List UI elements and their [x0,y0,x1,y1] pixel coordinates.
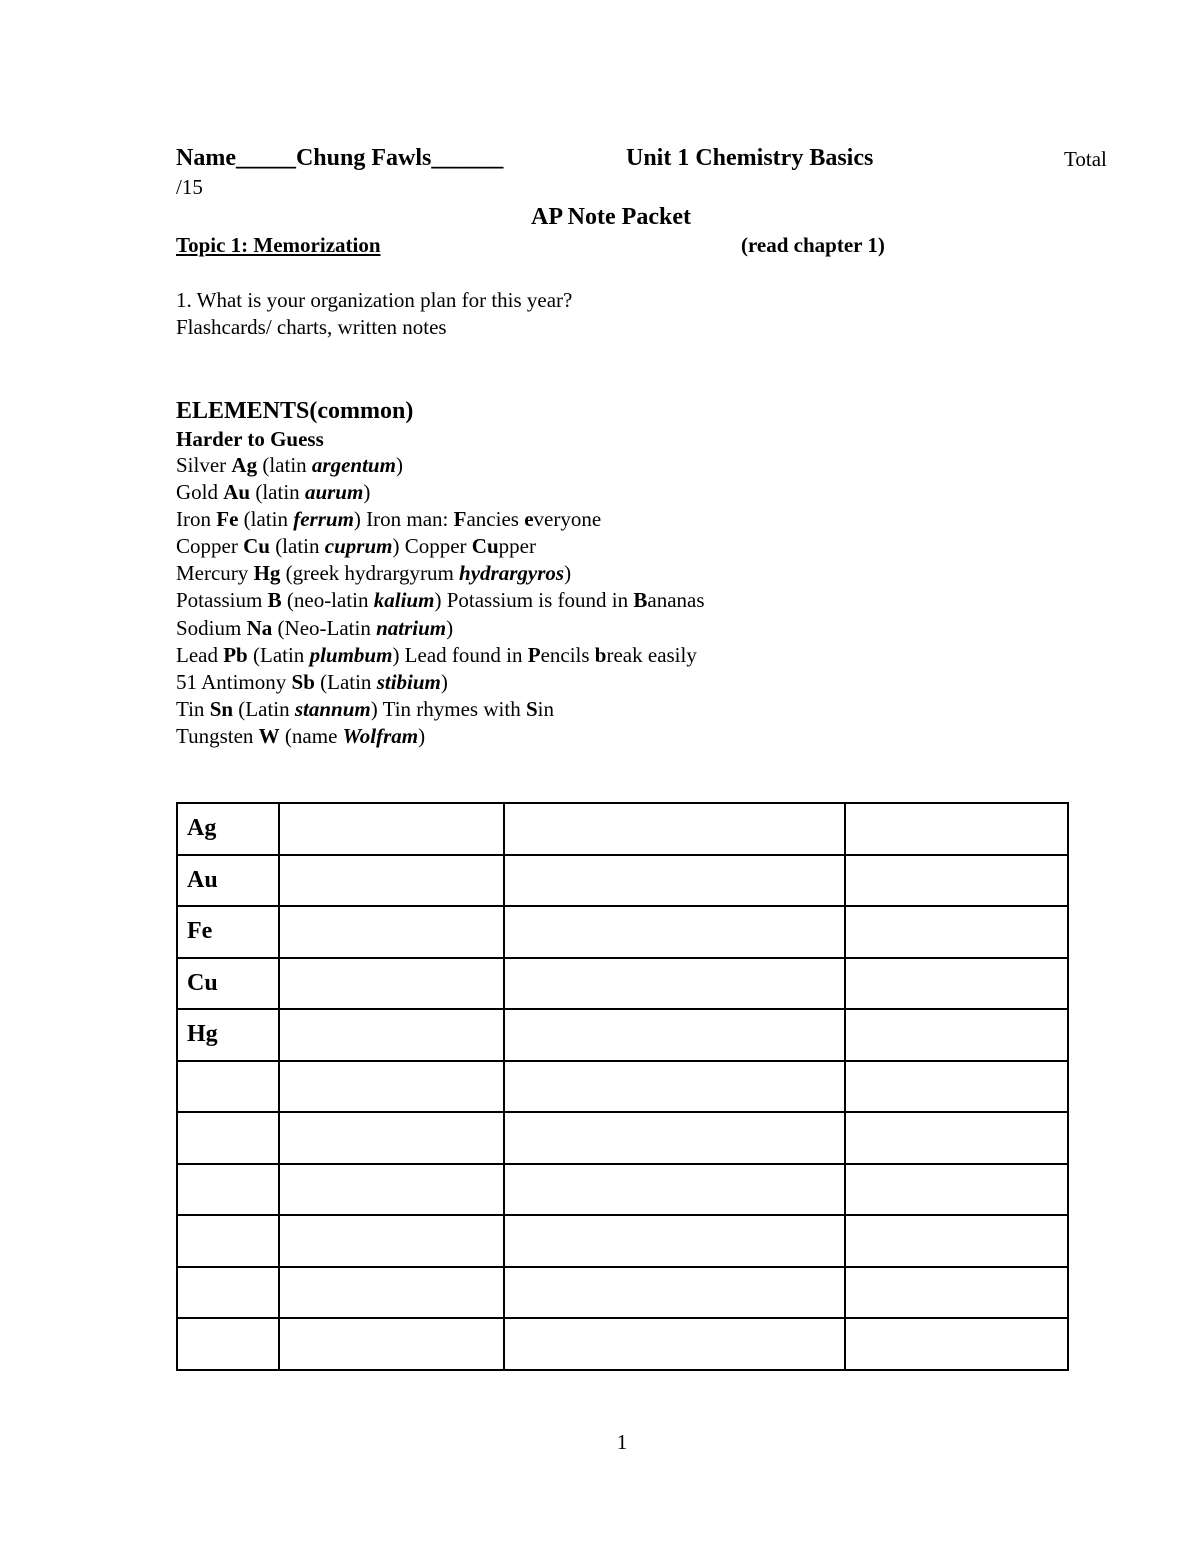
element-line [176,506,705,533]
blank-cell[interactable] [845,1318,1068,1370]
table-row [177,1164,1068,1216]
element-symbol-cell [177,1112,279,1164]
blank-cell[interactable] [504,1215,845,1267]
element-line-segment: Sodium [176,615,247,640]
element-line-segment: hydrargyros [459,561,565,586]
blank-cell[interactable] [845,1215,1068,1267]
element-line-segment: (neo-latin [281,588,374,613]
element-line-segment: e [524,507,534,532]
element-line-segment: Gold [176,480,224,505]
table-row [177,1112,1068,1164]
blank-cell[interactable] [845,958,1068,1010]
table-row [177,803,1068,855]
elements-subheading: Harder to Guess [176,427,324,451]
blank-cell[interactable] [504,1061,845,1113]
element-line-segment: Lead [176,642,224,667]
element-line-segment: stibium [376,669,441,694]
element-line-segment: (latin [257,453,312,477]
element-line [176,587,705,614]
element-line-segment: ancies [466,507,525,532]
element-line-segment: Mercury [176,561,254,586]
topic-reading: (read chapter 1) [741,233,885,257]
element-line-segment: pper [498,534,536,559]
table-row [177,1318,1068,1370]
packet-title: AP Note Packet [531,204,691,230]
elements-list [176,452,705,750]
element-line-segment: F [453,507,467,532]
blank-cell[interactable] [279,906,504,958]
blank-cell[interactable] [845,906,1068,958]
total-score: /15 [176,175,203,199]
element-line [176,560,705,587]
blank-cell[interactable] [504,1009,845,1061]
element-line-segment: reak easily [606,642,697,667]
element-line-segment: ) [363,480,371,505]
element-line [176,533,705,560]
element-line-segment: Ag [231,453,258,477]
element-symbol-cell: Fe [177,906,279,958]
blank-cell[interactable] [845,1164,1068,1216]
blank-cell[interactable] [504,906,845,958]
blank-cell[interactable] [279,958,504,1010]
element-line-segment: (Latin [233,696,295,721]
blank-cell[interactable] [279,1009,504,1061]
table-row [177,1009,1068,1061]
element-line-segment: B [633,588,648,613]
table-row [177,958,1068,1010]
element-line-segment: ) Lead found in [392,642,528,667]
element-line-segment: veryone [533,507,602,532]
table-row [177,1061,1068,1113]
blank-cell[interactable] [279,1061,504,1113]
element-line-segment: ) Iron man: [353,507,454,532]
blank-cell[interactable] [845,803,1068,855]
topic-title: Topic 1: Memorization [176,233,381,257]
element-line-segment: Copper [176,534,244,559]
element-line-segment: Tungsten [176,723,259,748]
element-line-segment: ) [440,669,448,694]
blank-cell[interactable] [279,1267,504,1319]
element-line [176,452,705,479]
name-field: Name_____Chung Fawls______ [176,145,504,171]
element-line-segment: Wolfram [342,723,419,748]
element-line [176,723,705,750]
element-line-segment: Pb [223,642,248,667]
element-line-segment: cuprum [324,534,393,559]
blank-cell[interactable] [845,1061,1068,1113]
table-row [177,906,1068,958]
table-row [177,1215,1068,1267]
element-line-segment: S [525,696,538,721]
element-line-segment: B [267,588,282,613]
blank-cell[interactable] [279,1112,504,1164]
blank-cell[interactable] [279,803,504,855]
blank-cell[interactable] [504,958,845,1010]
element-line-segment: Potassium [176,588,268,613]
elements-heading: ELEMENTS(common) [176,398,414,424]
element-line [176,669,705,696]
blank-cell[interactable] [845,1112,1068,1164]
element-symbol-cell: Ag [177,803,279,855]
element-symbol-cell: Cu [177,958,279,1010]
element-line-segment: encils [540,642,595,667]
element-symbol-cell [177,1215,279,1267]
element-line-segment: Hg [253,561,281,586]
table-row [177,855,1068,907]
element-symbol-cell [177,1318,279,1370]
element-line-segment: ) [395,453,403,477]
element-line-segment: ferrum [293,507,354,532]
page-number: 1 [616,1430,628,1454]
element-line-segment: ) [418,723,426,748]
element-line-segment: Tin [176,696,210,721]
element-line [176,479,705,506]
blank-cell[interactable] [279,1215,504,1267]
table-row [177,1267,1068,1319]
blank-cell[interactable] [845,1267,1068,1319]
element-line-segment: Sb [291,669,315,694]
blank-cell[interactable] [504,1318,845,1370]
unit-title: Unit 1 Chemistry Basics [626,145,874,171]
element-line-segment: Sn [209,696,234,721]
element-line-segment: Fe [216,507,239,532]
element-line [176,696,705,723]
element-line-segment: ) [564,561,572,586]
element-line-segment: plumbum [309,642,393,667]
element-line-segment: stannum [294,696,371,721]
element-line-segment: argentum [311,453,396,477]
element-line-segment: ) Tin rhymes with [370,696,526,721]
blank-cell[interactable] [845,855,1068,907]
element-symbol-cell: Au [177,855,279,907]
element-line-segment: 51 Antimony [176,669,292,694]
element-line-segment: kalium [373,588,435,613]
blank-cell[interactable] [279,1164,504,1216]
element-line-segment: Au [223,480,251,505]
element-symbol-cell: Hg [177,1009,279,1061]
blank-cell[interactable] [504,803,845,855]
blank-cell[interactable] [504,1267,845,1319]
element-line-segment: Na [246,615,273,640]
blank-cell[interactable] [279,855,504,907]
blank-cell[interactable] [504,1112,845,1164]
element-line-segment: in [537,696,554,721]
element-line-segment: b [594,642,607,667]
element-line-segment: Cu [243,534,270,559]
element-line-segment: ) [446,615,454,640]
element-symbol-cell [177,1164,279,1216]
element-line-segment: Silver [176,453,232,477]
element-line-segment: W [258,723,280,748]
element-line-segment: ) Potassium is found in [434,588,634,613]
question-prompt: 1. What is your organization plan for this year? [176,288,573,312]
element-line-segment: aurum [304,480,364,505]
element-line-segment: Cu [471,534,499,559]
element-symbol-cell [177,1061,279,1113]
blank-cell[interactable] [845,1009,1068,1061]
element-table [176,802,1069,1371]
element-line-segment: (latin [238,507,294,532]
blank-cell[interactable] [279,1318,504,1370]
element-line-segment: natrium [376,615,447,640]
blank-cell[interactable] [504,855,845,907]
blank-cell[interactable] [504,1164,845,1216]
element-line-segment: Iron [176,507,217,532]
element-line-segment: (Latin [314,669,377,694]
element-line-segment: ) Copper [392,534,472,559]
element-line-segment: P [527,642,541,667]
element-line-segment: (latin [269,534,325,559]
total-label: Total [1064,147,1107,171]
element-line [176,642,705,669]
element-symbol-cell [177,1267,279,1319]
question-answer: Flashcards/ charts, written notes [176,315,447,339]
element-line-segment: (Latin [247,642,310,667]
element-line-segment: (latin [250,480,305,505]
element-line-segment: (name [279,723,343,748]
element-line-segment: (Neo-Latin [272,615,377,640]
element-line-segment: ananas [647,588,705,613]
element-line-segment: (greek hydrargyrum [280,561,460,586]
element-line [176,615,705,642]
